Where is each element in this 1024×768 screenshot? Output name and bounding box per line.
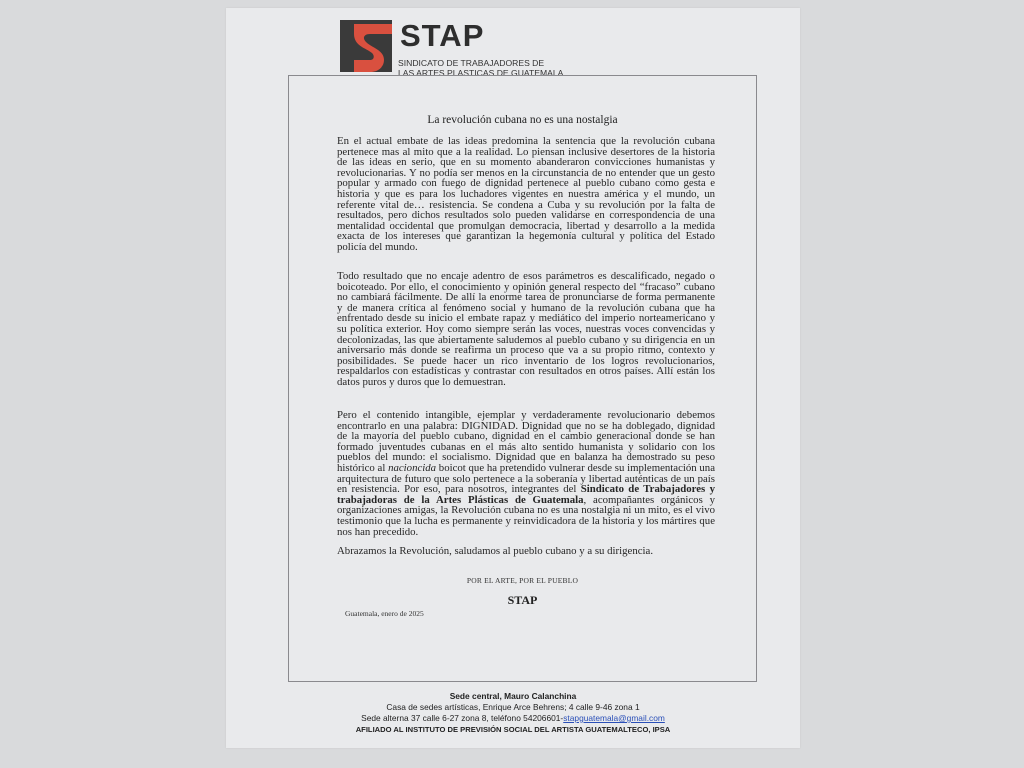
logo-wordmark: STAP — [400, 18, 485, 53]
logo-subtitle-line-2: LAS ARTES PLASTICAS DE GUATEMALA — [398, 68, 564, 78]
footer-alt-address — [226, 713, 800, 724]
footer-address: Casa de sedes artísticas, Enrique Arce Behrens; 4 calle 9-46 zona 1 — [386, 702, 640, 712]
union-name-bold: Sindicato de Trabajadores y trabajadoras de la Artes Plásticas de Guatemala — [337, 483, 715, 506]
document-title: La revolución cubana no es una nostalgia — [427, 114, 618, 126]
closing-paragraph: Abrazamos la Revolución, saludamos al pueblo cubano y a su dirigencia. — [337, 545, 654, 557]
paragraph-3-italic: nacioncida — [388, 461, 437, 474]
stap-logo — [340, 18, 564, 78]
place-date: Guatemala, enero de 2025 — [345, 609, 424, 618]
paragraph-2: Todo resultado que no encaje adentro de esos parámetros es descalificado, negado o boicoteado. Por ello, el conocimiento y opinión general respecto del “fracaso” cubano no cambiará fácilmente. De allí la enorme tarea de pronunciarse de forma permanente y de manera crítica al fenómeno social y humano de la revolución cubana que ha enfrentado desde su inicio el embate rapaz y mediático del imperio norteamericano y su política exterior. Hoy como siempre serán las voces, nuestras voces convencidas y decolonizadas, las que abiertamente saludemos al pueblo cubano y su dirigencia en un aniversario más donde se reafirma un proceso que va a su propio ritmo, contexto y posibilidades. Se puede hacer un rico inventario de los logros revolucionarios, respaldarlos con estadísticas y contrastar con resultados en otros países. Allí están los datos puros y duros que lo demuestran. — [337, 270, 715, 388]
logo-subtitle-line-1: SINDICATO DE TRABAJADORES DE — [398, 58, 545, 68]
paragraph-3-part-c: , acompañantes orgánicos y organizaciones amigas, la Revolución cubana no es una nostalgia ni un mito, es el vivo testimonio que la lucha es permanente y reinvidicadora de la historia y los mártires que nos han precedido. — [337, 493, 715, 538]
signature: STAP — [507, 593, 538, 607]
paragraph-3-part-b: boicot que ha pretendido vulnerar desde su implementación una arquitectura de futuro que solo pertenece a la soberanía y libertad auténticas de un país en resistencia. Por eso, para nosotros, integrantes del — [337, 461, 716, 496]
letter-footer — [226, 691, 800, 735]
letter-sheet — [226, 8, 800, 748]
letter-frame — [288, 75, 757, 682]
stap-logo-icon — [340, 20, 392, 72]
footer-affiliation: AFILIADO AL INSTITUTO DE PREVISIÓN SOCIAL DEL ARTISTA GUATEMALTECO, IPSA — [355, 725, 671, 734]
footer-headquarters: Sede central, Mauro Calanchina — [449, 691, 577, 701]
paragraph-3 — [337, 410, 715, 537]
footer-email-link[interactable]: stapguatemala@gmail.com — [563, 713, 665, 723]
slogan: POR EL ARTE, POR EL PUEBLO — [466, 576, 579, 585]
paragraph-1: En el actual embate de las ideas predomina la sentencia que la revolución cubana pertenece mas al mito que a la realidad. Lo piensan inclusive desertores de la historia de las ideas en serio, que en su momento abanderaron convicciones humanistas y revolucionarias. Y no podía ser menos en la circunstancia de no entender que un gesto popular y armado con fuego de dignidad pertenece al pueblo cubano como gesta e historia y que es para los luchadores vigentes en nuestra américa y el mundo, un referente vital de… resistencia. Se condena a Cuba y su revolución por la falta de resultados, pero dichos resultados solo pueden validarse en correspondencia de una mentalidad occidental que promulgan democracia, libertad y desarrollo a la medida exacta de los intereses que garantizan la hegemonía cultural y política del Estado policía del mundo. — [337, 135, 715, 253]
footer-alt-address-text: Sede alterna 37 calle 6-27 zona 8, teléfono 54206601- — [361, 713, 564, 723]
paragraph-3-part-a: Pero el contenido intangible, ejemplar y verdaderamente revolucionario debemos encontrarlo en una palabra: DIGNIDAD. Dignidad que no se ha doblegado, dignidad de la mayoría del pueblo cubano, dignidad en el cambio generacional donde se han formado juventudes cubanas en el más alto sentido humanista y solidario con los pueblos del mundo: el socialismo. Dignidad que en balanza ha demostrado su peso histórico al — [337, 409, 715, 474]
